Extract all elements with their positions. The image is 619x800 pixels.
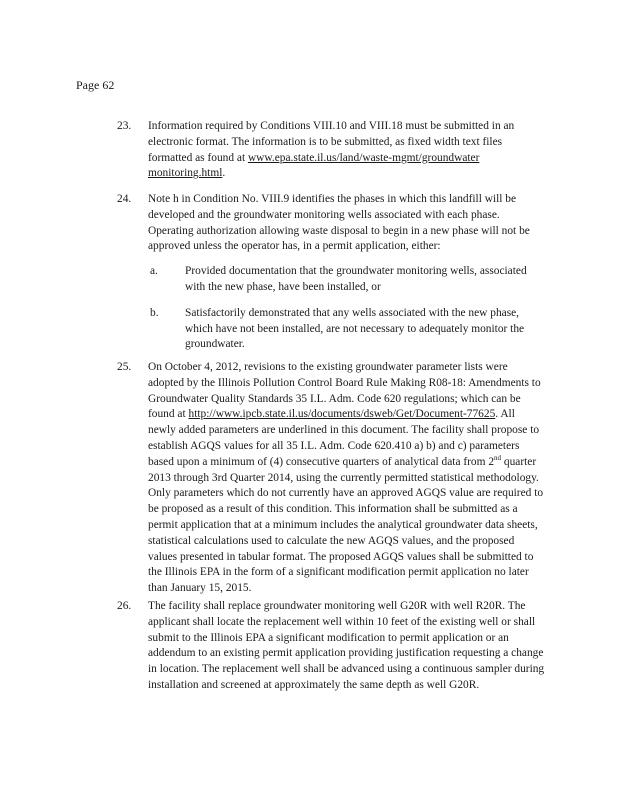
ordinal-number: 2 bbox=[488, 455, 495, 468]
condition-24 bbox=[117, 192, 547, 353]
text-segment: . bbox=[222, 167, 226, 180]
text-segment: Information required by Conditions VIII.10 and VIII.18 must be submitted in an electronic format. The information is to be submitted, as fixed width text files formatted as found at bbox=[148, 120, 515, 164]
condition-number: 24. bbox=[117, 193, 132, 205]
sub-item-text: Satisfactorily demonstrated that any wells associated with the new phase, which have not been installed, are not necessary to adequately monitor the groundwater. bbox=[185, 306, 525, 351]
condition-text bbox=[148, 360, 545, 597]
text-segment: quarter 2013 through 3rd Quarter 2014, using the currently permitted statistical methodology. Only parameters which do not currently have an approved AGQS value are required to be proposed as a result of this condition. This information shall be submitted as a permit application that at a minimum includes the analytical groundwater data sheets, statistical calculations used to calculate the new AGQS values, and the proposed values presented in tabular format. The proposed AGQS values shall be submitted to the Illinois EPA in the form of a significant modification permit application no later than January 15, 2015. bbox=[148, 455, 544, 595]
ipcb-document-link[interactable]: http://www.ipcb.state.il.us/documents/dsweb/Get/Document-77625 bbox=[188, 408, 496, 421]
condition-25 bbox=[117, 360, 547, 597]
condition-text bbox=[148, 192, 545, 353]
sub-item-letter: b. bbox=[150, 306, 159, 319]
text-segment: On October 4, 2012, revisions to the existing groundwater parameter lists were adopted by the Illinois Pollution Control Board Rule Making R08-18: Amendments to Groundwater Quality Standards 35 I.L. Adm. Code 620 regulations; which can be found at bbox=[148, 361, 541, 421]
sub-item-text: Provided documentation that the groundwater monitoring wells, associated with the new phase, have been installed, or bbox=[185, 265, 527, 293]
sub-item-a bbox=[148, 264, 545, 296]
condition-text bbox=[148, 119, 545, 182]
condition-26 bbox=[117, 599, 547, 694]
condition-number: 26. bbox=[117, 600, 132, 612]
condition-intro: Note h in Condition No. VIII.9 identifies the phases in which this landfill will be developed and the groundwater monitoring wells associated with each phase. Operating authorization allowing waste disposal to begin in a new phase will not be approved unless the operator has, in a permit application, either: bbox=[148, 193, 530, 253]
page-number: Page 62 bbox=[76, 78, 115, 92]
text-segment: . All newly added parameters are underlined in this document. The facility shall propose to establish AGQS values for all 35 I.L. Adm. Code 620.410 a) b) and c) parameters based upon a minimum of (4) consecutive quarters of analytical data from bbox=[148, 408, 540, 468]
condition-23 bbox=[117, 119, 547, 182]
groundwater-format-link[interactable]: www.epa.state.il.us/land/waste-mgmt/groundwater monitoring.html bbox=[148, 151, 480, 180]
condition-number: 23. bbox=[117, 120, 132, 132]
condition-text: The facility shall replace groundwater monitoring well G20R with well R20R. The applicant shall locate the replacement well within 10 feet of the existing well or shall submit to the Illinois EPA a significant modification to permit application or an addendum to an existing permit application providing justification requesting a change in location. The replacement well shall be advanced using a continuous sampler during installation and screened at approximately the same depth as well G20R. bbox=[148, 600, 545, 691]
sub-item-letter: a. bbox=[150, 265, 158, 278]
condition-number: 25. bbox=[117, 361, 132, 373]
ordinal-suffix: nd bbox=[494, 453, 502, 462]
sub-item-b bbox=[148, 306, 545, 353]
